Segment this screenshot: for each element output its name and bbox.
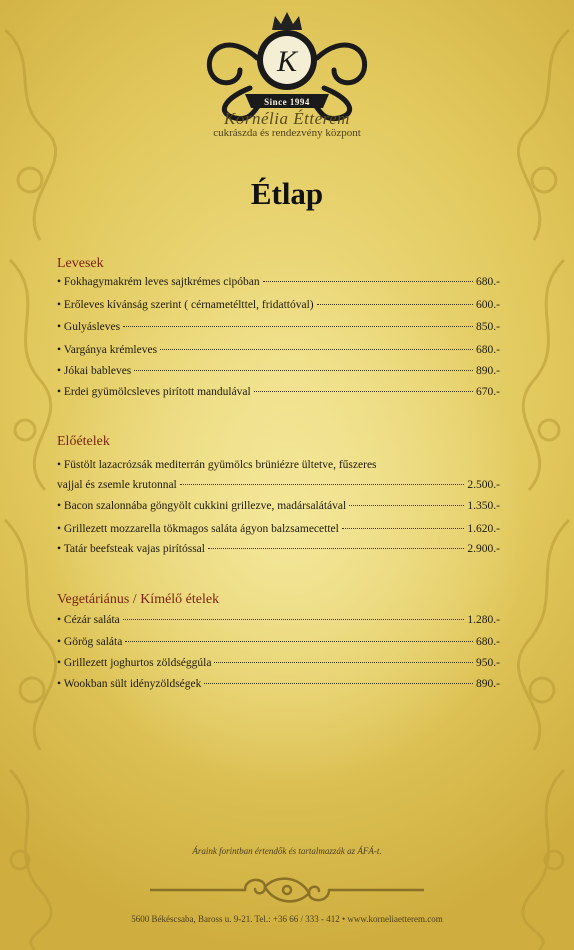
menu-item: • Cézár saláta 1.280.-	[57, 614, 500, 626]
footer-contact: 5600 Békéscsaba, Baross u. 9-21. Tel.: +36 66 / 333 - 412 • www.korneliaetterem.com	[131, 914, 443, 924]
menu-item: • Görög saláta 680.-	[57, 636, 500, 648]
brand-name: Kornélia Étterem	[224, 109, 350, 128]
section-title-vegetarianus: Vegetáriánus / Kímélő ételek	[57, 592, 220, 607]
section-title-eloetelek: Előételek	[57, 434, 110, 449]
since-label: Since 1994	[264, 97, 310, 107]
footer-ornament	[150, 873, 424, 907]
menu-item: • Gulyásleves 850.-	[57, 321, 500, 333]
menu-item: • Tatár beefsteak vajas pirítóssal 2.900.-	[57, 543, 500, 555]
page-title: Étlap	[250, 176, 324, 211]
menu-item: • Grillezett joghurtos zöldséggúla 950.-	[57, 657, 500, 669]
menu-item: • Erdei gyümölcsleves pirított mandulával 670.-	[57, 386, 500, 398]
price-note: Áraink forintban értendők és tartalmazzák az ÁFÁ-t.	[192, 846, 382, 856]
section-title-levesek: Levesek	[57, 256, 104, 271]
menu-item: • Fokhagymakrém leves sajtkrémes cipóban 680.-	[57, 276, 500, 288]
menu-item: • Erőleves kívánság szerint ( cérnametélttel, fridattóval) 600.-	[57, 299, 500, 311]
menu-item: • Vargánya krémleves 680.-	[57, 344, 500, 356]
menu-item-line1: • Füstölt lazacrózsák mediterrán gyümölcs brüniézre ültetve, fűszeres	[57, 459, 377, 471]
left-ornament	[0, 0, 70, 950]
logo-monogram: K	[276, 45, 298, 78]
menu-item: • Jókai bableves 890.-	[57, 365, 500, 377]
menu-item: • Grillezett mozzarella tökmagos saláta ágyon balzsamecettel 1.620.-	[57, 523, 500, 535]
menu-item: vajjal és zsemle krutonnal 2.500.-	[57, 479, 500, 491]
brand-subtitle: cukrászda és rendezvény központ	[213, 127, 361, 139]
menu-item: • Wookban sült idényzöldségek 890.-	[57, 678, 500, 690]
right-ornament	[504, 0, 574, 950]
menu-item: • Bacon szalonnába göngyölt cukkini grillezve, madársalátával 1.350.-	[57, 500, 500, 512]
